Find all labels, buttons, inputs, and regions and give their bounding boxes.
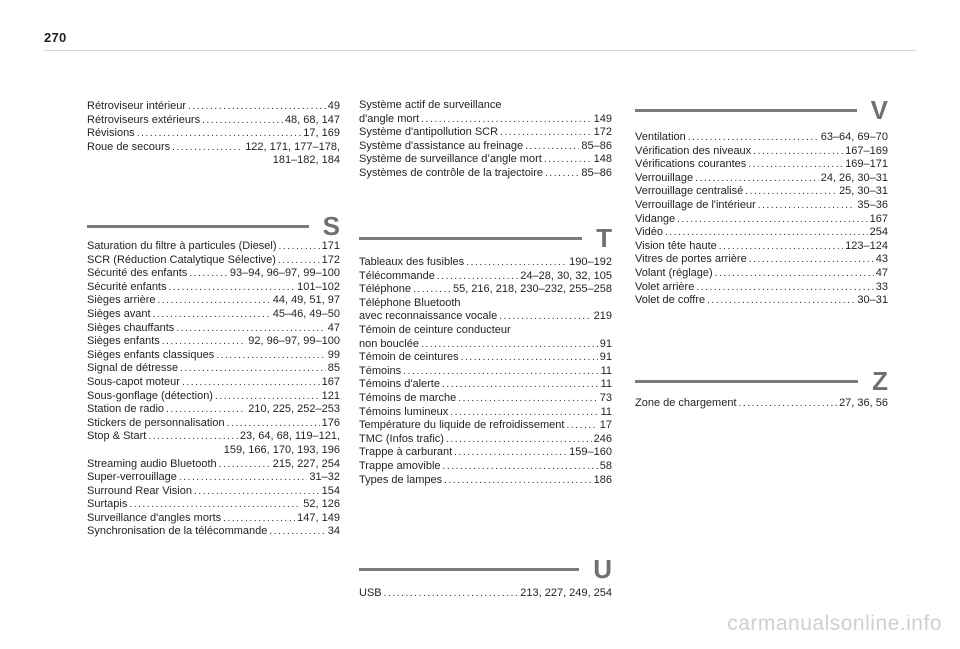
index-entry-pages: 186	[593, 473, 612, 486]
index-entry	[87, 471, 340, 485]
index-entry-label: Sous-gonflage (détection)	[87, 389, 213, 402]
dot-leader	[566, 419, 597, 433]
index-entry-label: avec reconnaissance vocale	[359, 310, 498, 323]
index-entry-label: Témoins de marche	[359, 391, 457, 404]
index-entry-pages: 149	[593, 112, 612, 125]
index-entry-label: Sièges enfants	[87, 335, 160, 348]
index-entry-label: Surround Rear Vision	[87, 484, 192, 497]
section-s-list	[87, 240, 340, 539]
index-entry-pages: 219	[593, 310, 612, 323]
index-entry-label: Témoin de ceintures	[359, 351, 459, 364]
index-entry	[87, 308, 340, 322]
dot-leader	[545, 167, 579, 181]
section-s-header	[87, 211, 340, 241]
index-entry	[87, 267, 340, 281]
index-entry-pages-continued: 159, 166, 170, 193, 196	[223, 443, 340, 456]
dot-leader	[278, 254, 320, 268]
dot-leader	[223, 512, 295, 526]
dot-leader	[450, 406, 598, 420]
index-entry-label: Télécommande	[359, 269, 435, 282]
index-entry	[87, 525, 340, 539]
dot-leader	[148, 430, 238, 444]
index-entry-label: USB	[359, 587, 382, 599]
index-entry-pages: 101–102	[297, 280, 340, 293]
index-entry	[87, 498, 340, 512]
index-entry	[359, 283, 612, 297]
index-entry-label: Sièges arrière	[87, 294, 156, 307]
index-entry	[359, 113, 612, 127]
index-entry-pages: 11	[600, 378, 612, 391]
index-entry-pages: 35–36	[857, 198, 888, 211]
index-entry-pages-continued: 181–182, 184	[272, 154, 340, 167]
index-entry-label: Trappe amovible	[359, 459, 441, 472]
index-entry-pages: 93–94, 96–97, 99–100	[229, 267, 340, 280]
index-entry-pages: 33	[875, 280, 888, 293]
dot-leader	[180, 362, 326, 376]
index-entry-pages: 167	[869, 212, 888, 225]
index-entry-pages: 24, 26, 30–31	[820, 171, 888, 184]
dot-leader	[279, 240, 320, 254]
index-entry-label: Vision tête haute	[635, 239, 717, 252]
index-entry-label: Streaming audio Bluetooth	[87, 457, 217, 470]
index-entry	[87, 403, 340, 417]
dot-leader	[446, 433, 592, 447]
dot-leader	[437, 270, 518, 284]
index-entry-pages: 176	[321, 416, 340, 429]
section-divider-bar	[635, 380, 858, 383]
dot-leader	[421, 113, 591, 127]
section-letter-t: T	[596, 223, 612, 253]
index-entry-pages: 44, 49, 51, 97	[272, 294, 340, 307]
index-entry-pages: 85–86	[581, 166, 612, 179]
index-entry-pages: 31–32	[309, 471, 340, 484]
index-entry	[359, 446, 612, 460]
index-entry-label: Système d'antipollution SCR	[359, 126, 499, 139]
index-entry	[87, 485, 340, 499]
dot-leader	[188, 100, 326, 114]
index-entry-label: SCR (Réduction Catalytique Sélective)	[87, 253, 276, 266]
index-entry-label: Téléphone Bluetooth	[359, 296, 461, 309]
dot-leader	[739, 397, 838, 411]
dot-leader	[216, 349, 326, 363]
index-entry-pages: 24–28, 30, 32, 105	[520, 269, 612, 282]
index-entry	[635, 267, 888, 281]
index-entry	[359, 419, 612, 433]
dot-leader	[269, 525, 325, 539]
index-entry-pages: 246	[593, 432, 612, 445]
index-entry	[635, 145, 888, 159]
dot-leader	[758, 199, 856, 213]
dot-leader	[153, 308, 271, 322]
index-entry-label: Roue de secours	[87, 140, 171, 153]
index-entry-label: Témoins d'alerte	[359, 378, 440, 391]
index-entry	[359, 310, 612, 324]
index-entry	[635, 131, 888, 145]
index-entry-pages: 45–46, 49–50	[272, 307, 340, 320]
section-letter-v: V	[870, 95, 888, 125]
dot-leader	[442, 378, 599, 392]
dot-leader	[403, 365, 598, 379]
index-entry	[87, 349, 340, 363]
index-entry	[87, 458, 340, 472]
index-entry-pages: 167–169	[845, 144, 888, 157]
dot-leader	[157, 294, 270, 308]
dot-leader	[413, 283, 451, 297]
dot-leader	[500, 126, 592, 140]
dot-leader	[176, 322, 326, 336]
index-entry-label: Vérifications courantes	[635, 158, 747, 171]
index-entry-label: Système actif de surveillance	[359, 99, 502, 111]
index-entry	[87, 376, 340, 390]
index-entry-label: d'angle mort	[359, 112, 420, 125]
index-entry	[87, 100, 340, 114]
index-entry	[359, 433, 612, 447]
index-entry-pages: 17, 169	[303, 127, 340, 140]
index-entry-label: Trappe à carburant	[359, 446, 453, 459]
index-entry-label: Verrouillage	[635, 171, 694, 184]
dot-leader	[182, 376, 320, 390]
index-entry-label: Système d'assistance au freinage	[359, 139, 524, 152]
index-entry-label: Sous-capot moteur	[87, 375, 180, 388]
index-entry-pages: 63–64, 69–70	[820, 131, 888, 143]
index-entry-pages: 91	[599, 351, 612, 364]
dot-leader	[194, 485, 320, 499]
index-entry	[87, 322, 340, 336]
dot-leader	[677, 213, 867, 227]
dot-leader	[179, 471, 308, 485]
index-entry	[635, 172, 888, 186]
section-v-list	[635, 131, 888, 308]
index-entry-pages: 91	[599, 337, 612, 350]
dot-leader	[443, 460, 598, 474]
index-entry	[635, 281, 888, 295]
index-entry-label: Sièges chauffants	[87, 321, 175, 334]
index-entry-pages: 169–171	[845, 158, 888, 171]
section-z-list	[635, 397, 888, 411]
index-entry	[635, 185, 888, 199]
dot-leader	[162, 335, 246, 349]
index-entry-pages: 73	[599, 391, 612, 404]
index-entry	[87, 114, 340, 128]
index-entry-pages: 99	[327, 348, 340, 361]
index-entry-label: Rétroviseur intérieur	[87, 100, 187, 112]
index-entry-pages: 23, 64, 68, 119–121,	[239, 430, 340, 443]
index-entry-pages: 215, 227, 254	[272, 457, 340, 470]
index-entry-pages: 154	[321, 484, 340, 497]
index-entry	[635, 294, 888, 308]
section-divider-bar	[635, 109, 857, 112]
index-entry	[635, 226, 888, 240]
index-entry-label: Synchronisation de la télécommande	[87, 525, 268, 538]
index-entry-pages: 254	[869, 226, 888, 239]
section-divider-bar	[359, 568, 579, 571]
dot-leader	[384, 587, 519, 601]
section-letter-s: S	[322, 211, 340, 241]
index-entry	[635, 158, 888, 172]
dot-leader	[227, 417, 320, 431]
section-t-header	[359, 223, 612, 253]
index-entry	[359, 587, 612, 601]
dot-leader	[219, 458, 271, 472]
index-entry-label: Saturation du filtre à particules (Diesel)	[87, 240, 277, 252]
dot-leader	[707, 294, 855, 308]
section-t-list	[359, 256, 612, 487]
col2-top-list	[359, 99, 612, 181]
index-entry-pages: 47	[875, 266, 888, 279]
index-entry-label: non bouclée	[359, 337, 419, 350]
dot-leader	[444, 474, 591, 488]
index-entry	[635, 199, 888, 213]
section-divider-bar	[87, 225, 309, 228]
index-entry-pages: 85–86	[581, 139, 612, 152]
index-entry	[359, 153, 612, 167]
index-entry-label: Révisions	[87, 127, 135, 140]
index-entry-label: Surtapis	[87, 498, 128, 511]
dot-leader	[749, 253, 874, 267]
dot-leader	[665, 226, 868, 240]
index-entry-pages: 27, 36, 56	[839, 397, 888, 409]
index-entry	[359, 406, 612, 420]
dot-leader	[454, 446, 567, 460]
index-entry	[87, 141, 340, 155]
index-entry-pages: 34	[327, 525, 340, 538]
index-entry-label: Sécurité des enfants	[87, 267, 188, 280]
index-entry-label: Vitres de portes arrière	[635, 253, 747, 266]
index-entry	[359, 256, 612, 270]
index-entry-pages: 30–31	[857, 294, 888, 307]
index-entry-label: Signal de détresse	[87, 362, 179, 375]
index-entry-label: Sécurité enfants	[87, 280, 167, 293]
index-entry-pages: 47	[327, 321, 340, 334]
section-u-header	[359, 554, 612, 584]
index-entry-label: Volet de coffre	[635, 294, 706, 307]
index-entry-pages: 122, 171, 177–178,	[245, 140, 340, 153]
section-letter-u: U	[593, 554, 612, 584]
dot-leader	[169, 281, 296, 295]
index-entry-label: Verrouillage de l'intérieur	[635, 198, 756, 211]
top-divider	[44, 50, 916, 51]
section-letter-z: Z	[872, 366, 888, 396]
section-divider-bar	[359, 237, 582, 240]
index-entry-pages: 210, 225, 252–253	[248, 403, 340, 416]
index-entry	[87, 430, 340, 444]
dot-leader	[202, 114, 283, 128]
index-entry	[359, 474, 612, 488]
index-entry-pages: 213, 227, 249, 254	[520, 587, 612, 599]
index-entry	[635, 240, 888, 254]
index-entry-label: TMC (Infos trafic)	[359, 432, 444, 445]
index-entry-pages: 167	[321, 375, 340, 388]
index-entry-pages: 43	[875, 253, 888, 266]
index-entry-pages: 58	[599, 459, 612, 472]
index-entry-pages: 11	[600, 364, 612, 377]
dot-leader	[695, 172, 819, 186]
index-entry-pages: 148	[593, 153, 612, 166]
dot-leader	[137, 127, 302, 141]
index-entry-pages: 190–192	[569, 256, 612, 268]
dot-leader	[544, 153, 592, 167]
dot-leader	[215, 390, 320, 404]
index-entry-pages: 123–124	[845, 239, 888, 252]
dot-leader	[458, 392, 598, 406]
index-entry-label: Témoin de ceinture conducteur	[359, 323, 511, 336]
index-entry	[359, 365, 612, 379]
index-entry	[359, 270, 612, 284]
index-entry-label: Température du liquide de refroidissement	[359, 419, 565, 432]
index-entry-pages: 25, 30–31	[839, 185, 888, 198]
index-entry-pages: 48, 68, 147	[284, 113, 340, 126]
index-entry-pages: 172	[321, 253, 340, 266]
index-entry	[359, 460, 612, 474]
index-entry	[635, 253, 888, 267]
index-entry-label: Vidéo	[635, 226, 663, 239]
dot-leader	[189, 267, 228, 281]
section-z-header	[635, 366, 888, 396]
index-entry	[359, 392, 612, 406]
index-entry	[87, 335, 340, 349]
index-entry-label: Stickers de personnalisation	[87, 416, 225, 429]
dot-leader	[166, 403, 246, 417]
index-entry-pages: 49	[327, 100, 340, 112]
dot-leader	[421, 338, 598, 352]
index-entry-label: Sièges avant	[87, 307, 151, 320]
index-entry-label: Surveillance d'angles morts	[87, 511, 222, 524]
index-entry-label: Super-verrouillage	[87, 471, 177, 484]
dot-leader	[688, 131, 819, 145]
index-entry	[359, 378, 612, 392]
index-entry-label: Vérification des niveaux	[635, 144, 752, 157]
section-v-header	[635, 95, 888, 125]
col1-top-list	[87, 100, 340, 168]
index-entry	[359, 338, 612, 352]
index-entry-label: Témoins	[359, 364, 402, 377]
dot-leader	[719, 240, 843, 254]
dot-leader	[525, 140, 579, 154]
watermark: carmanualsonline.info	[727, 612, 942, 635]
dot-leader	[696, 281, 873, 295]
index-entry	[87, 417, 340, 431]
page-number: 270	[44, 30, 67, 45]
index-entry	[87, 127, 340, 141]
index-entry-label: Vidange	[635, 212, 676, 225]
dot-leader	[715, 267, 874, 281]
index-entry-label: Stop & Start	[87, 430, 147, 443]
index-entry-label: Ventilation	[635, 131, 686, 143]
dot-leader	[748, 158, 843, 172]
index-entry-label: Rétroviseurs extérieurs	[87, 113, 201, 126]
index-entry	[359, 167, 612, 181]
index-entry-pages: 171	[321, 240, 340, 252]
index-entry-pages: 172	[593, 126, 612, 139]
index-entry	[359, 351, 612, 365]
index-entry	[87, 254, 340, 268]
index-entry-label: Volet arrière	[635, 280, 695, 293]
dot-leader	[129, 498, 301, 512]
dot-leader	[172, 141, 243, 155]
index-entry	[359, 140, 612, 154]
index-entry	[87, 240, 340, 254]
index-entry-label: Verrouillage centralisé	[635, 185, 744, 198]
index-entry-pages: 52, 126	[303, 498, 340, 511]
index-entry	[635, 213, 888, 227]
index-entry-pages: 159–160	[569, 446, 612, 459]
section-u-list	[359, 587, 612, 601]
index-entry-pages: 11	[600, 405, 612, 418]
index-entry-label: Tableaux des fusibles	[359, 256, 465, 268]
index-entry-label: Systèmes de contrôle de la trajectoire	[359, 166, 544, 179]
index-entry-pages: 17	[599, 419, 612, 432]
index-entry	[87, 362, 340, 376]
col2-top-entries	[359, 113, 612, 181]
index-entry	[87, 512, 340, 526]
dot-leader	[499, 310, 591, 324]
index-entry-label: Système de surveillance d’angle mort	[359, 153, 542, 166]
index-entry	[87, 281, 340, 295]
index-entry-pages: 92, 96–97, 99–100	[248, 335, 340, 348]
dot-leader	[461, 351, 598, 365]
index-entry-pages: 147, 149	[297, 511, 340, 524]
index-entry-pages: 85	[327, 362, 340, 375]
index-entry-label: Zone de chargement	[635, 397, 737, 409]
index-entry-label: Types de lampes	[359, 473, 443, 486]
index-entry-label: Volant (réglage)	[635, 266, 713, 279]
dot-leader	[753, 145, 843, 159]
index-entry-label: Sièges enfants classiques	[87, 348, 215, 361]
index-entry-label: Station de radio	[87, 403, 165, 416]
index-entry	[359, 126, 612, 140]
index-entry-pages: 121	[321, 389, 340, 402]
dot-leader	[466, 256, 567, 270]
dot-leader	[745, 185, 837, 199]
index-entry-label: Téléphone	[359, 283, 411, 296]
index-entry	[635, 397, 888, 411]
index-entry	[87, 294, 340, 308]
index-entry-pages: 55, 216, 218, 230–232, 255–258	[452, 283, 612, 296]
index-entry-label: Témoins lumineux	[359, 405, 449, 418]
index-entry	[87, 390, 340, 404]
